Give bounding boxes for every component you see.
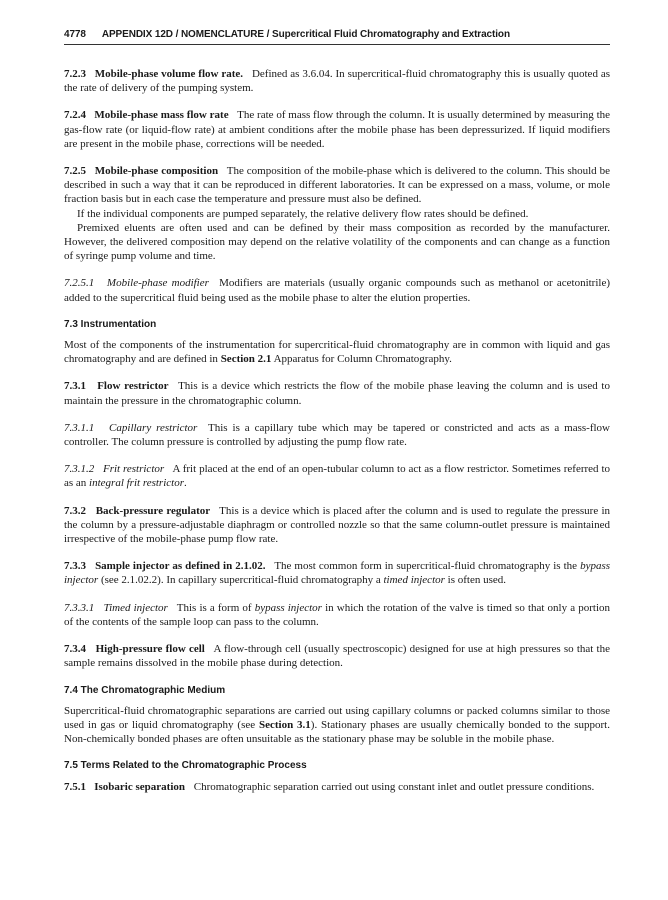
entry-7-3-1 (64, 379, 610, 407)
entry-heading: 7.2.5.1 Mobile-phase modifier (64, 277, 209, 290)
entry-text: Chromatographic separation carried out using constant inlet and outlet pressure conditions. (193, 780, 595, 793)
entry-7-3-1-2: 7.3.1.2 Frit restrictor A frit placed at the end of an open-tubular column to act as a flow restrictor. Sometimes referred to as an integral frit restrictor. (64, 463, 610, 490)
entry-heading: 7.2.4 Mobile-phase mass flow rate (64, 109, 229, 122)
entry-heading: 7.3.2 Back-pressure regulator (64, 504, 211, 517)
running-title: APPENDIX 12D / NOMENCLATURE / Supercritical Fluid Chromatography and Extraction (101, 29, 510, 40)
entry-heading: 7.3.1.1 Capillary restrictor (64, 421, 198, 434)
entry-heading: 7.2.3 Mobile-phase volume flow rate. (64, 68, 244, 80)
entry-text: A flow-through cell (usually spectroscopic) designed for use at high pressures so that the sample remains dissolved in the mobile phase during detection. (64, 643, 610, 670)
section-heading-7-4: 7.4 The Chromatographic Medium (64, 684, 226, 696)
entry-text: Modifiers are materials (usually organic compounds such as methanol or acetonitrile) added to the supercritical fluid being used as the mobile phase to alter the elution properties. (64, 277, 610, 304)
entry-text: The rate of mass flow through the column. It is usually determined by measuring the gas-flow rate (or liquid-flow rate) at ambient conditions after the mobile phase has been depressurized. If liquid modifiers are present in the mobile phase, corrections will be needed. (64, 109, 611, 150)
entry-7-3-3: 7.3.3 Sample injector as defined in 2.1.02. The most common form in supercritical-fluid chromatography is the bypass injector (see 2.1.02.2). In capillary supercritical-fluid chromatography a timed injector is often used. (64, 560, 611, 587)
section-reference: Section 2.1 (220, 353, 272, 366)
italic-term: timed injector (383, 574, 445, 587)
running-header (64, 28, 610, 45)
entry-heading: 7.5.1 Isobaric separation (64, 780, 185, 793)
entry-heading: 7.3.1.2 Frit restrictor (64, 463, 165, 476)
entry-heading: 7.3.4 High-pressure flow cell (64, 643, 205, 656)
section-reference: Section 3.1 (258, 718, 311, 731)
entry-7-2-3 (64, 67, 610, 95)
entry-heading: 7.3.3.1 Timed injector (64, 601, 168, 614)
section-heading-7-3: 7.3 Instrumentation (64, 318, 157, 330)
entry-7-2-4 (64, 108, 610, 151)
italic-term: integral frit restrictor (89, 477, 184, 490)
entry-text: The composition of the mobile-phase which is delivered to the column. This should be described in such a way that it can be reproduced in different laboratories. It can be expressed on a mass, volume, or mole fraction basis but in each case the temperature and pressure must also be defined. (64, 165, 610, 206)
entry-heading: 7.2.5 Mobile-phase composition (64, 165, 219, 178)
entry-text: This is a device which restricts the flow of the mobile phase leaving the column and is used to maintain the pressure in the chromatographic column. (64, 380, 610, 407)
page (64, 28, 610, 794)
entry-7-2-5-para-3: Premixed eluents are often used and can be defined by their mass composition as recorded by the manufacturer. However, the delivered composition may depend on the relative volatility of the components and can change as a function of syringe pump volume and time. (64, 221, 610, 263)
entry-text: This is a device which is placed after the column and is used to regulate the pressure in the column by a pressure-adjustable diaphragm or controlled nozzle so that the same column-outlet pressure is maintained irrespective of the mobile-phase pump flow rate. (64, 504, 611, 546)
entry-7-2-5-para-2: If the individual components are pumped separately, the relative delivery flow rates should be defined. (77, 207, 529, 220)
entry-7-3-3-1: 7.3.3.1 Timed injector This is a form of bypass injector in which the rotation of the valve is timed so that only a portion of the contents of the sample loop can pass to the column. (64, 601, 611, 628)
entry-7-3-1-1 (64, 421, 610, 449)
entry-7-5-1 (64, 780, 610, 794)
entry-7-3-4 (64, 642, 610, 670)
entry-7-2-5 (64, 164, 610, 207)
entry-text: This is a capillary tube which may be tapered or constricted and acts as a mass-flow controller. The column pressure is controlled by adjusting the pump flow rate. (64, 421, 610, 449)
section-7-3-text: Most of the components of the instrumentation for supercritical-fluid chromatography are in common with liquid and gas chromatography and are defined in Section 2.1 Apparatus for Column Chromatography. (64, 339, 610, 366)
entry-7-3-2 (64, 504, 610, 547)
entry-heading: 7.3.1 Flow restrictor (64, 380, 169, 393)
entry-7-2-5-1 (64, 276, 610, 304)
italic-term: bypass injector (254, 601, 322, 614)
entry-text: Defined as 3.6.04. In supercritical-fluid chromatography this is usually quoted as the rate of delivery of the pumping system. (64, 68, 611, 95)
section-7-4-text: Supercritical-fluid chromatographic separations are carried out using capillary columns or packed columns similar to those used in gas or liquid chromatography (see Section 3.1). Stationary phases are usually chemically bonded to the support. Non-chemically bonded phases are often unsuitable as the stationary phase may be soluble in the mobile phase. (64, 704, 610, 746)
italic-term: bypass injector (64, 560, 611, 587)
entry-heading: 7.3.3 Sample injector as defined in 2.1.02. (64, 560, 266, 573)
page-number: 4778 (64, 29, 86, 40)
section-heading-7-5: 7.5 Terms Related to the Chromatographic Process (64, 760, 307, 772)
